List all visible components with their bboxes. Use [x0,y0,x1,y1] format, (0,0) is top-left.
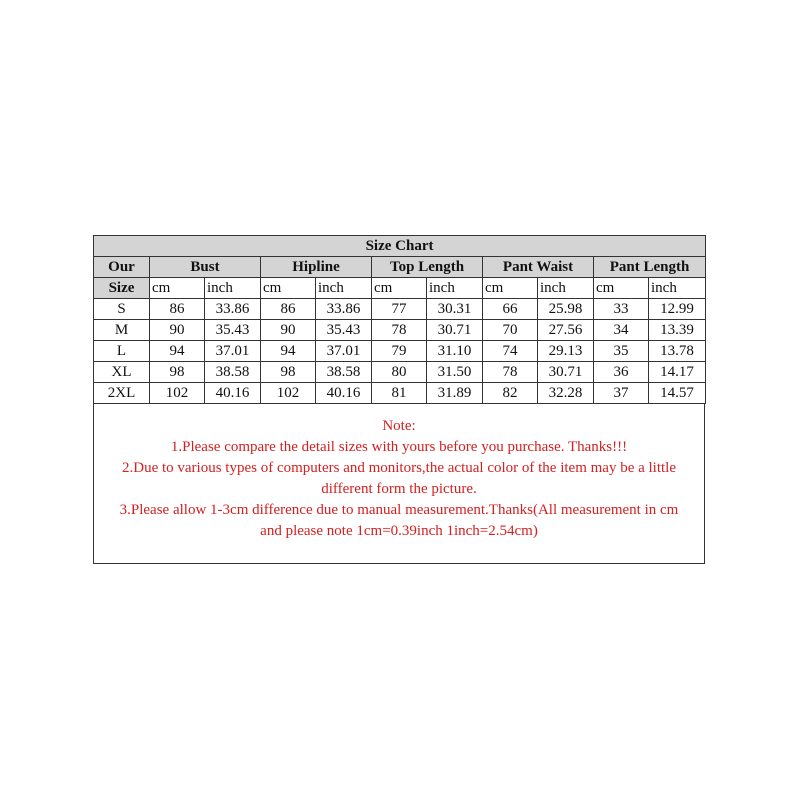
unit-cm: cm [372,278,427,299]
size-label: XL [94,362,150,383]
table-cell: 94 [261,341,316,362]
table-cell: 90 [261,320,316,341]
table-cell: 30.31 [427,299,483,320]
table-row [94,362,706,383]
table-cell: 98 [150,362,205,383]
table-cell: 38.58 [316,362,372,383]
table-cell: 37 [594,383,649,404]
table-cell: 33.86 [205,299,261,320]
size-chart [93,235,705,564]
unit-inch: inch [427,278,483,299]
table-cell: 31.50 [427,362,483,383]
size-label: M [94,320,150,341]
table-cell: 98 [261,362,316,383]
note-line-3b: and please note 1cm=0.39inch 1inch=2.54cm) [260,523,538,539]
table-cell: 35.43 [205,320,261,341]
unit-inch: inch [316,278,372,299]
table-cell: 31.10 [427,341,483,362]
unit-cm: cm [594,278,649,299]
table-cell: 12.99 [649,299,706,320]
table-cell: 86 [150,299,205,320]
table-cell: 82 [483,383,538,404]
table-row [94,320,706,341]
notes-heading: Note: [382,418,416,434]
table-cell: 14.17 [649,362,706,383]
table-cell: 90 [150,320,205,341]
column-header-hipline: Hipline [261,257,372,278]
size-label: S [94,299,150,320]
table-cell: 38.58 [205,362,261,383]
table-row [94,341,706,362]
table-cell: 25.98 [538,299,594,320]
table-cell: 94 [150,341,205,362]
table-cell: 30.71 [538,362,594,383]
table-cell: 78 [372,320,427,341]
table-cell: 37.01 [316,341,372,362]
table-cell: 29.13 [538,341,594,362]
table-cell: 30.71 [427,320,483,341]
unit-cm: cm [261,278,316,299]
table-row [94,383,706,404]
table-cell: 77 [372,299,427,320]
table-cell: 81 [372,383,427,404]
table-cell: 78 [483,362,538,383]
size-rows [94,299,706,404]
note-line-1: 1.Please compare the detail sizes with yours before you purchase. Thanks!!! [170,439,628,455]
table-cell: 66 [483,299,538,320]
column-header-top-length: Top Length [372,257,483,278]
column-header-bust: Bust [150,257,261,278]
note-line-2b: different form the picture. [321,481,477,497]
table-cell: 79 [372,341,427,362]
table-cell: 74 [483,341,538,362]
table-cell: 14.57 [649,383,706,404]
table-cell: 102 [150,383,205,404]
table-cell: 34 [594,320,649,341]
table-cell: 33 [594,299,649,320]
table-cell: 32.28 [538,383,594,404]
note-line-3a: 3.Please allow 1-3cm difference due to manual measurement.Thanks(All measurement in cm [119,502,679,518]
unit-inch: inch [205,278,261,299]
size-header-bottom: Size [94,278,150,299]
table-cell: 35 [594,341,649,362]
table-cell: 27.56 [538,320,594,341]
table-row [94,299,706,320]
notes-box [93,404,705,564]
table-cell: 40.16 [205,383,261,404]
unit-cm: cm [483,278,538,299]
table-cell: 33.86 [316,299,372,320]
table-cell: 102 [261,383,316,404]
size-header-top: Our [94,257,150,278]
table-cell: 40.16 [316,383,372,404]
column-header-pant-waist: Pant Waist [483,257,594,278]
size-label: 2XL [94,383,150,404]
chart-title: Size Chart [94,236,706,257]
table-cell: 13.78 [649,341,706,362]
table-cell: 86 [261,299,316,320]
unit-inch: inch [538,278,594,299]
unit-cm: cm [150,278,205,299]
size-chart-table [93,235,706,404]
table-cell: 35.43 [316,320,372,341]
table-cell: 31.89 [427,383,483,404]
table-cell: 70 [483,320,538,341]
unit-inch: inch [649,278,706,299]
table-cell: 80 [372,362,427,383]
table-cell: 37.01 [205,341,261,362]
column-header-pant-length: Pant Length [594,257,706,278]
table-cell: 13.39 [649,320,706,341]
note-line-2a: 2.Due to various types of computers and monitors,the actual color of the item may be a little [121,460,677,476]
size-label: L [94,341,150,362]
table-cell: 36 [594,362,649,383]
